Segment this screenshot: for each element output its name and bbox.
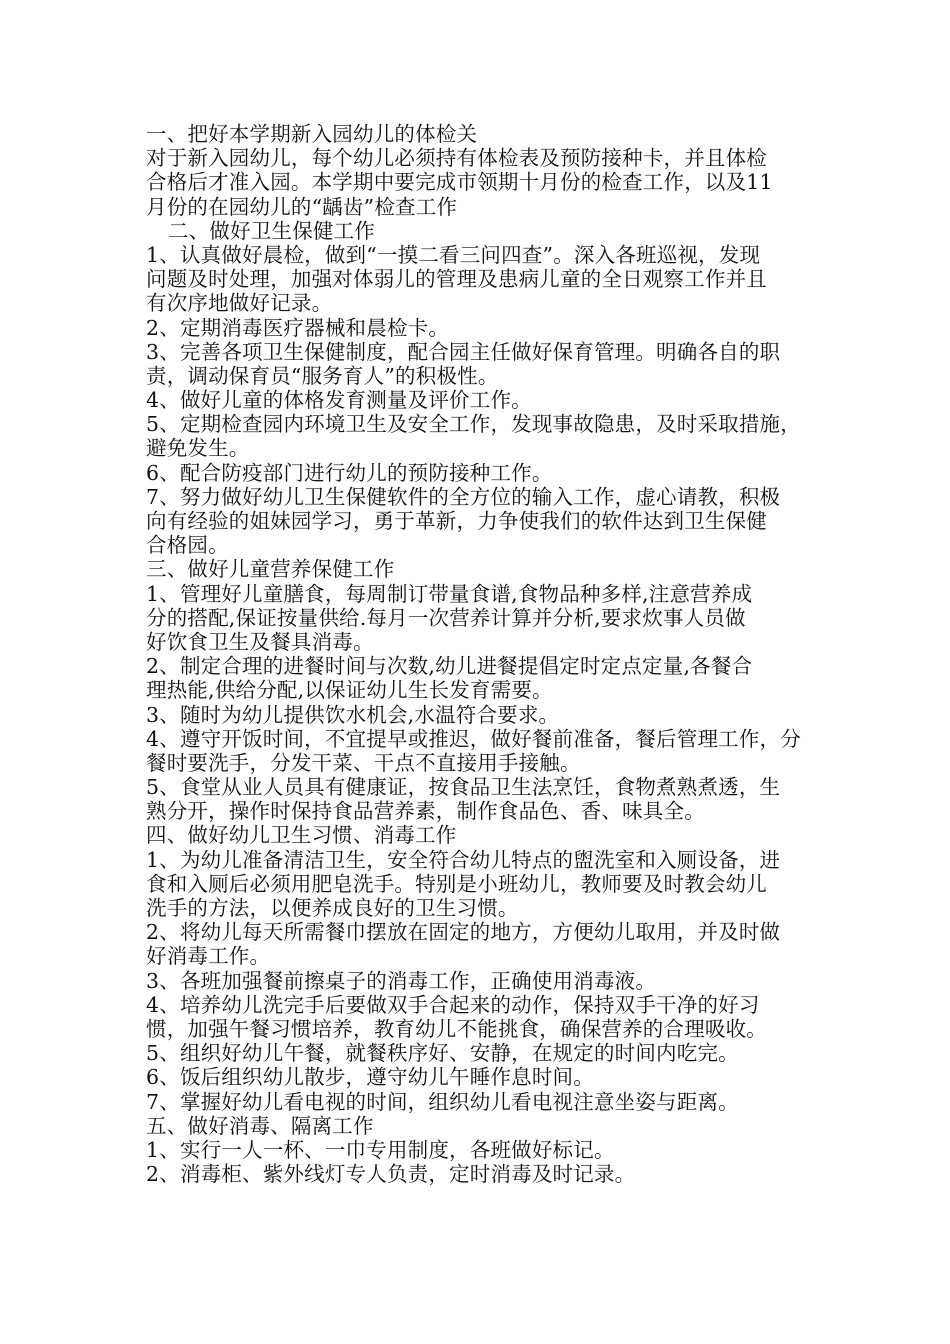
document-body bbox=[146, 122, 810, 1186]
paragraph-line: 向有经验的姐妹园学习，勇于革新，力争使我们的软件达到卫生保健 bbox=[146, 509, 767, 533]
paragraph-line: 责，调动保育员“服务育人”的积极性。 bbox=[146, 363, 499, 388]
paragraph-line: 1、认真做好晨检，做到“一摸二看三问四查”。深入各班巡视，发现 bbox=[146, 242, 761, 267]
paragraph-line: 1、为幼儿准备清洁卫生，安全符合幼儿特点的盥洗室和入厕设备，进 bbox=[146, 847, 781, 872]
paragraph-line: 1、管理好儿童膳食，每周制订带量食谱,食物品种多样,注意营养成 bbox=[146, 581, 753, 606]
paragraph-line: 2、定期消毒医疗器械和晨检卡。 bbox=[146, 315, 450, 340]
paragraph-line: 2、制定合理的进餐时间与次数,幼儿进餐提倡定时定点定量,各餐合 bbox=[146, 654, 753, 679]
paragraph-line: 问题及时处理，加强对体弱儿的管理及患病儿童的全日观察工作并且 bbox=[146, 267, 767, 292]
paragraph-line: 分的搭配,保证按量供给.每月一次营养计算并分析,要求炊事人员做 bbox=[146, 605, 746, 630]
paragraph-line: 3、各班加强餐前擦桌子的消毒工作，正确使用消毒液。 bbox=[146, 968, 657, 993]
section-heading-1: 一、把好本学期新入园幼儿的体检关 bbox=[146, 122, 478, 146]
section-heading-5: 五、做好消毒、隔离工作 bbox=[146, 1113, 374, 1138]
paragraph-line: 熟分开，操作时保持食品营养素，制作食品色、香、味具全。 bbox=[146, 799, 705, 824]
paragraph-line: 2、将幼儿每天所需餐巾摆放在固定的地方，方便幼儿取用，并及时做 bbox=[146, 920, 781, 945]
paragraph-line: 1、实行一人一杯、一巾专用制度，各班做好标记。 bbox=[146, 1137, 615, 1162]
section-heading-4: 四、做好幼儿卫生习惯、消毒工作 bbox=[146, 823, 457, 848]
section-heading-2: 二、做好卫生保健工作 bbox=[168, 218, 375, 243]
section-heading-3: 三、做好儿童营养保健工作 bbox=[146, 557, 395, 582]
paragraph-line: 4、培养幼儿洗完手后要做双手合起来的动作，保持双手干净的好习 bbox=[146, 992, 760, 1017]
paragraph-line: 食和入厕后必须用肥皂洗手。特别是小班幼儿，教师要及时教会幼儿 bbox=[146, 871, 767, 896]
paragraph-line: 好饮食卫生及餐具消毒。 bbox=[146, 629, 374, 654]
paragraph-line: 理热能,供给分配,以保证幼儿生长发育需要。 bbox=[146, 678, 553, 703]
paragraph-line: 合格园。 bbox=[146, 533, 229, 558]
paragraph-line: 7、掌握好幼儿看电视的时间，组织幼儿看电视注意坐姿与距离。 bbox=[146, 1089, 739, 1114]
paragraph-line: 4、做好儿童的体格发育测量及评价工作。 bbox=[146, 388, 532, 413]
paragraph-line: 4、遵守开饭时间，不宜提早或推迟，做好餐前准备，餐后管理工作，分 bbox=[146, 726, 801, 751]
paragraph-line: 避免发生。 bbox=[146, 436, 250, 461]
paragraph-line: 5、组织好幼儿午餐，就餐秩序好、安静，在规定的时间内吃完。 bbox=[146, 1041, 739, 1066]
paragraph-line: 惯，加强午餐习惯培养，教育幼儿不能挑食，确保营养的合理吸收。 bbox=[146, 1016, 767, 1041]
paragraph-line: 3、随时为幼儿提供饮水机会,水温符合要求。 bbox=[146, 702, 560, 727]
paragraph-line: 合格后才准入园。本学期中要完成市领期十月份的检查工作，以及11 bbox=[146, 170, 773, 195]
paragraph-line: 对于新入园幼儿，每个幼儿必须持有体检表及预防接种卡，并且体检 bbox=[146, 146, 767, 171]
paragraph-line: 有次序地做好记录。 bbox=[146, 291, 333, 316]
paragraph-line: 7、努力做好幼儿卫生保健软件的全方位的输入工作，虚心请教，积极 bbox=[146, 484, 781, 509]
paragraph-line: 好消毒工作。 bbox=[146, 944, 271, 969]
paragraph-line: 洗手的方法，以便养成良好的卫生习惯。 bbox=[146, 896, 519, 920]
paragraph-line: 2、消毒柜、紫外线灯专人负责，定时消毒及时记录。 bbox=[146, 1162, 636, 1187]
paragraph-line: 月份的在园幼儿的“龋齿”检查工作 bbox=[146, 194, 458, 219]
paragraph-line: 5、食堂从业人员具有健康证，按食品卫生法烹饪，食物煮熟煮透，生 bbox=[146, 775, 781, 800]
paragraph-line: 餐时要洗手，分发干菜、干点不直接用手接触。 bbox=[146, 750, 581, 775]
paragraph-line: 3、完善各项卫生保健制度，配合园主任做好保育管理。明确各自的职 bbox=[146, 339, 781, 364]
paragraph-line: 6、饭后组织幼儿散步，遵守幼儿午睡作息时间。 bbox=[146, 1065, 594, 1090]
paragraph-line: 6、配合防疫部门进行幼儿的预防接种工作。 bbox=[146, 460, 553, 485]
paragraph-line: 5、定期检查园内环境卫生及安全工作，发现事故隐患，及时采取措施， bbox=[146, 412, 801, 437]
